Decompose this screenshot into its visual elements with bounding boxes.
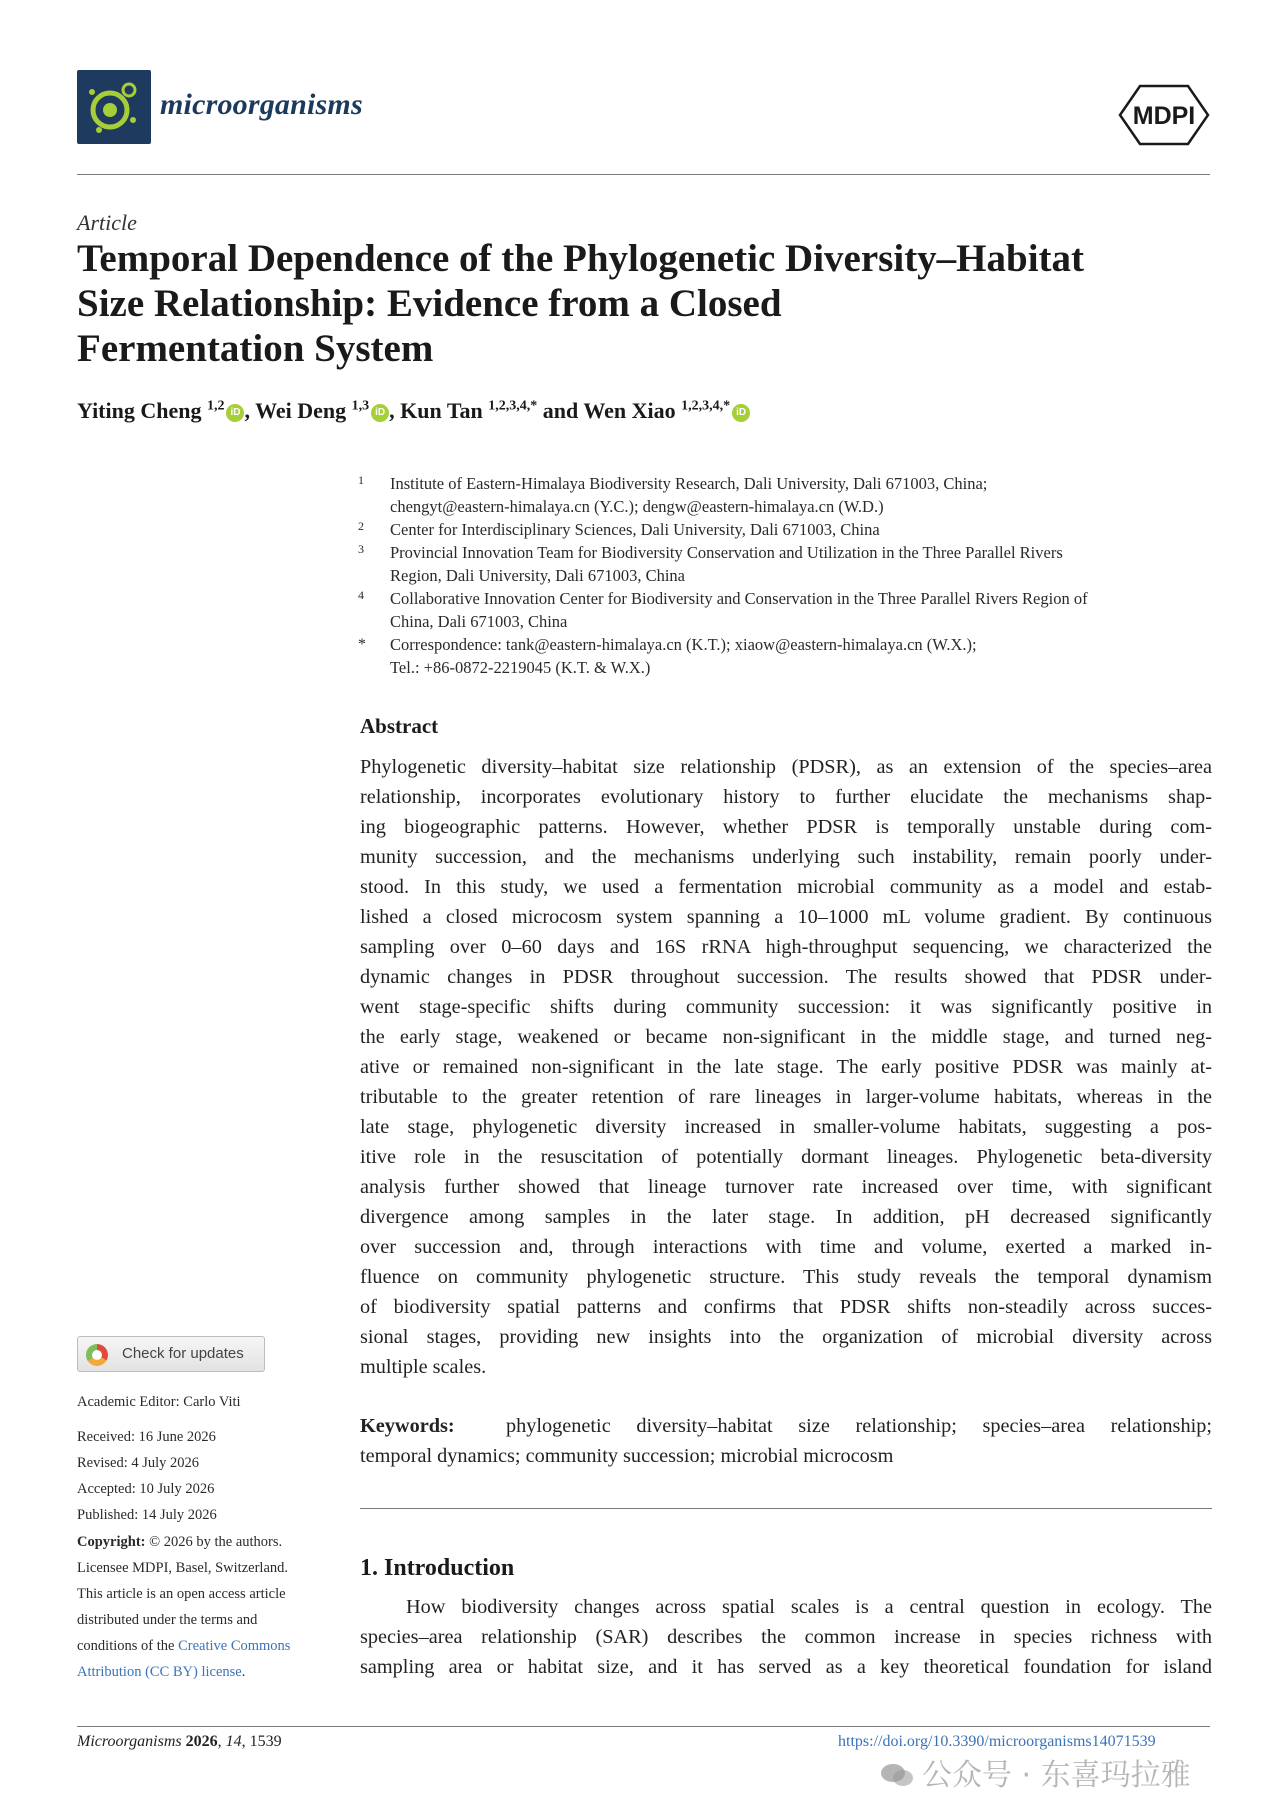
orcid-icon[interactable]: iD <box>226 404 244 422</box>
affiliation-line[interactable]: Correspondence: tank@eastern-himalaya.cn (K.T.); xiaow@eastern-himalaya.cn (W.X.); <box>390 635 977 654</box>
copyright-line <box>77 1633 327 1659</box>
copyright-text: © 2026 by the authors. <box>145 1534 283 1550</box>
affiliation-line: Institute of Eastern-Himalaya Biodiversity Research, Dali University, Dali 671003, China; <box>390 474 988 493</box>
keywords-label: Keywords: <box>360 1415 455 1437</box>
footer-year: 2026 <box>185 1733 218 1750</box>
conditions-prefix: conditions of the <box>77 1638 179 1654</box>
intro-line: How biodiversity changes across spatial scales is a central question in ecology. The <box>406 1596 1212 1618</box>
abstract-line: sampling over 0–60 days and 16S rRNA high-throughput sequencing, we characterized the <box>360 936 1212 958</box>
article-title <box>77 236 1197 371</box>
doi-link[interactable]: https://doi.org/10.3390/microorganisms14071539 <box>838 1733 1156 1750</box>
footer-divider <box>77 1726 1210 1727</box>
affiliation-line: Center for Interdisciplinary Sciences, Dali University, Dali 671003, China <box>390 520 880 539</box>
abstract-line: sional stages, providing new insights into the organization of microbial diversity across <box>360 1326 1212 1348</box>
affiliation-line: Tel.: +86-0872-2219045 (K.T. & W.X.) <box>390 658 651 677</box>
author-list <box>77 398 750 424</box>
keywords-line <box>360 1411 1212 1441</box>
keywords-line: temporal dynamics; community succession; microbial microcosm <box>360 1445 894 1467</box>
abstract-line: lished a closed microcosm system spanning a 10–1000 mL volume gradient. By continuous <box>360 906 1212 928</box>
footer-journal: Microorganisms <box>77 1733 182 1750</box>
copyright-notice <box>77 1529 327 1685</box>
author-affiliation-sup: 1,3 <box>351 398 370 414</box>
title-line: Size Relationship: Evidence from a Closed <box>77 282 782 325</box>
affiliation-number: 2 <box>358 519 364 533</box>
author-name[interactable]: Wen Xiao <box>583 398 676 423</box>
footer-volume: 14 <box>225 1733 242 1750</box>
abstract-body <box>360 752 1212 1382</box>
copyright-line <box>77 1659 327 1685</box>
abstract-line: multiple scales. <box>360 1356 487 1378</box>
affiliation-line: China, Dali 671003, China <box>390 612 568 631</box>
affiliation-number: 1 <box>358 473 364 487</box>
footer-article-number: 1539 <box>249 1733 282 1750</box>
abstract-line: itive role in the resuscitation of potentially dormant lineages. Phylogenetic beta-diversity <box>360 1146 1212 1168</box>
abstract-line: tributable to the greater retention of rare lineages in larger-volume habitats, whereas in the <box>360 1086 1212 1108</box>
title-line: Temporal Dependence of the Phylogenetic Diversity–Habitat <box>77 237 1085 280</box>
author-separator: and <box>537 398 584 423</box>
license-suffix: . <box>241 1664 246 1680</box>
affiliation-line: Provincial Innovation Team for Biodiversity Conservation and Utilization in the Three Parallel Rivers <box>390 543 1063 562</box>
check-for-updates-button[interactable] <box>77 1336 265 1372</box>
abstract-line: went stage-specific shifts during community succession: it was significantly positive in <box>360 996 1212 1018</box>
section-divider <box>360 1508 1212 1509</box>
affiliation-line: Region, Dali University, Dali 671003, China <box>390 566 685 585</box>
creative-commons-link[interactable]: Creative Commons <box>178 1638 291 1654</box>
check-for-updates-label: Check for updates <box>122 1345 244 1362</box>
journal-logo <box>77 70 151 144</box>
intro-line: sampling area or habitat size, and it has served as a key theoretical foundation for island <box>360 1656 1212 1678</box>
author-affiliation-sup: 1,2,3,4,* <box>488 398 538 414</box>
wechat-watermark <box>880 1750 1191 1794</box>
abstract-line: divergence among samples in the later stage. In addition, pH decreased significantly <box>360 1206 1212 1228</box>
copyright-line <box>77 1529 327 1555</box>
introduction-body <box>360 1592 1212 1682</box>
orcid-icon[interactable]: iD <box>732 404 750 422</box>
author-name[interactable]: Kun Tan <box>400 398 483 423</box>
title-line: Fermentation System <box>77 327 434 370</box>
copyright-line: This article is an open access article <box>77 1586 286 1602</box>
orcid-icon[interactable]: iD <box>371 404 389 422</box>
abstract-line: late stage, phylogenetic diversity increased in smaller-volume habitats, suggesting a pos- <box>360 1116 1212 1138</box>
header-divider <box>77 174 1210 175</box>
published-date: Published: 14 July 2026 <box>77 1507 217 1523</box>
article-type: Article <box>77 210 137 235</box>
abstract-line: ative or remained non-significant in the late stage. The early positive PDSR was mainly at- <box>360 1056 1212 1078</box>
author-name[interactable]: Yiting Cheng <box>77 398 202 423</box>
copyright-label: Copyright: <box>77 1534 146 1550</box>
abstract-line: fluence on community phylogenetic structure. This study reveals the temporal dynamism <box>360 1266 1212 1288</box>
affiliation-line: Collaborative Innovation Center for Biodiversity and Conservation in the Three Parallel Rivers Region of <box>390 589 1088 608</box>
journal-name: microorganisms <box>160 88 363 121</box>
abstract-line: munity succession, and the mechanisms underlying such instability, remain poorly under- <box>360 846 1212 868</box>
abstract-line: dynamic changes in PDSR throughout succession. The results showed that PDSR under- <box>360 966 1212 988</box>
copyright-line: Licensee MDPI, Basel, Switzerland. <box>77 1560 289 1576</box>
citation: Microorganisms 2026, 14, 1539 <box>77 1733 282 1750</box>
mdpi-logo <box>1118 84 1210 146</box>
abstract-heading: Abstract <box>360 714 439 738</box>
author-affiliation-sup: 1,2,3,4,* <box>681 398 731 414</box>
keywords <box>360 1411 1212 1471</box>
abstract-line: the early stage, weakened or became non-significant in the middle stage, and turned neg- <box>360 1026 1212 1048</box>
abstract-line: stood. In this study, we used a fermentation microbial community as a model and estab- <box>360 876 1212 898</box>
watermark-text: 公众号 · 东喜玛拉雅 <box>922 1758 1191 1793</box>
publisher-name: MDPI <box>1132 102 1196 130</box>
affiliation-line: chengyt@eastern-himalaya.cn (Y.C.); dengw@eastern-himalaya.cn (W.D.) <box>390 497 884 516</box>
author-separator: , <box>389 398 401 423</box>
author-name[interactable]: Wei Deng <box>255 398 347 423</box>
affiliation-number: 4 <box>358 588 364 602</box>
affiliation-number: * <box>358 636 366 653</box>
crossmark-icon <box>86 1344 108 1366</box>
intro-line: species–area relationship (SAR) describes the common increase in species richness with <box>360 1626 1212 1648</box>
accepted-date: Accepted: 10 July 2026 <box>77 1481 215 1497</box>
academic-editor: Academic Editor: Carlo Viti <box>77 1394 241 1410</box>
author-affiliation-sup: 1,2 <box>206 398 225 414</box>
affiliation-number: 3 <box>358 542 364 556</box>
abstract-line: Phylogenetic diversity–habitat size relationship (PDSR), as an extension of the species–area <box>360 756 1212 778</box>
wechat-icon <box>880 1762 914 1788</box>
abstract-line: analysis further showed that lineage turnover rate increased over time, with significant <box>360 1176 1212 1198</box>
abstract-line: ing biogeographic patterns. However, whether PDSR is temporally unstable during com- <box>360 816 1212 838</box>
author-separator: , <box>244 398 256 423</box>
abstract-line: of biodiversity spatial patterns and confirms that PDSR shifts non-steadily across succes- <box>360 1296 1212 1318</box>
revised-date: Revised: 4 July 2026 <box>77 1455 200 1471</box>
cc-by-license-link[interactable]: Attribution (CC BY) license <box>77 1664 242 1680</box>
keywords-text: phylogenetic diversity–habitat size relationship; species–area relationship; <box>505 1415 1212 1437</box>
copyright-line: distributed under the terms and <box>77 1612 258 1628</box>
received-date: Received: 16 June 2026 <box>77 1429 216 1445</box>
abstract-line: relationship, incorporates evolutionary history to further elucidate the mechanisms shap- <box>360 786 1212 808</box>
abstract-line: over succession and, through interactions with time and volume, exerted a marked in- <box>360 1236 1212 1258</box>
section-heading-introduction: 1. Introduction <box>360 1555 515 1581</box>
